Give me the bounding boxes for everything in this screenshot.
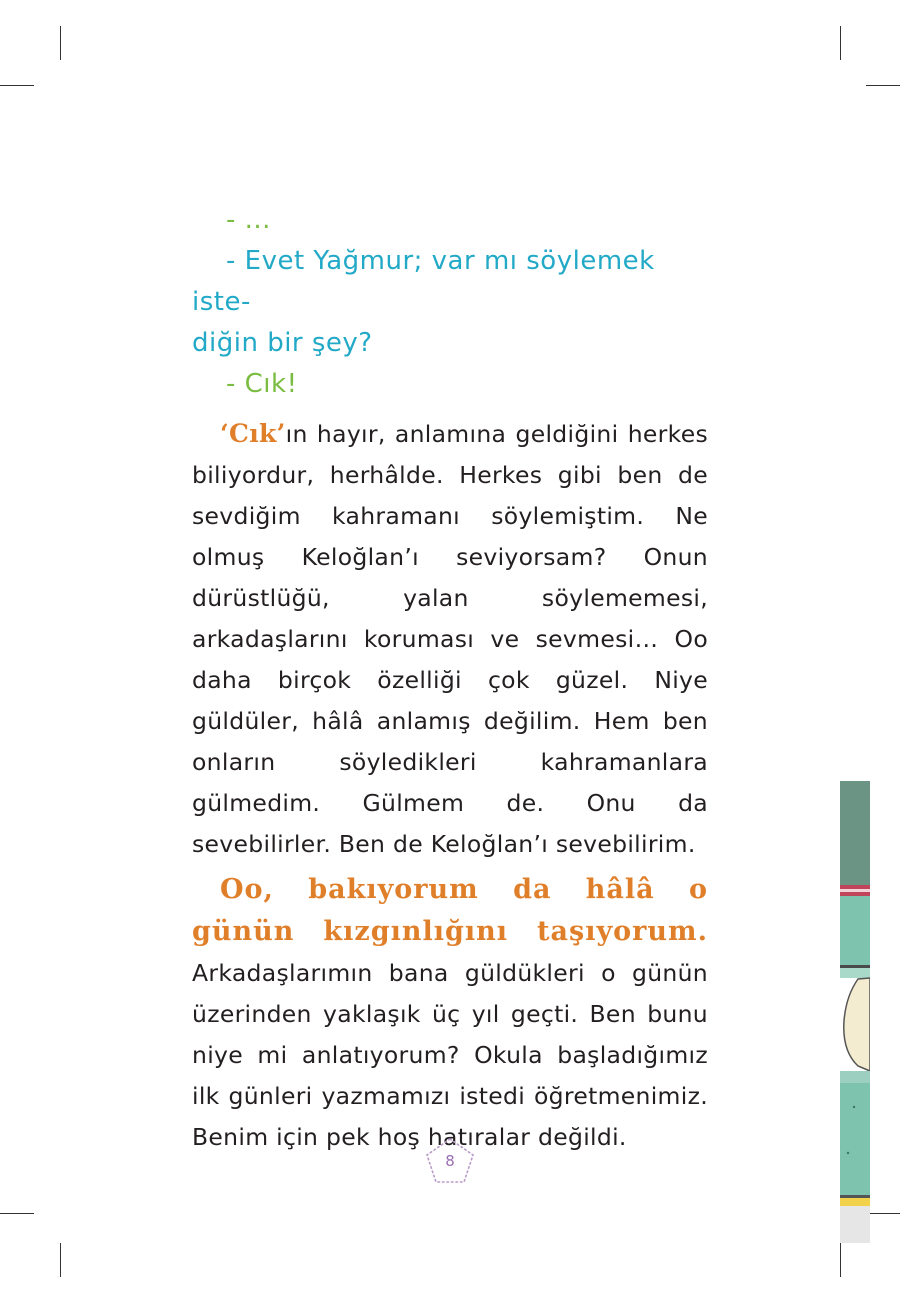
crop-mark [0,85,34,86]
dialogue-line-4: - Cık! [226,369,298,399]
crop-mark [60,1243,61,1277]
crop-mark [866,1213,900,1214]
dialogue-line-3: diğin bir şey? [192,328,373,358]
crop-mark [866,85,900,86]
paragraph-2-text: Arkadaşlarımın bana güldükleri o günün üzerinden yaklaşık üç yıl geçti. Ben bunu niye mi anlatıyorum? Okula başladığımız ilk günleri yazmamızı istedi öğretmenimiz. Benim için pek hoş hatıralar değildi. [192,959,708,1151]
page-body [192,200,708,1158]
page-number [424,1136,476,1186]
crop-mark [60,26,61,60]
crop-mark [840,26,841,60]
crop-mark [840,1243,841,1277]
highlight-sentence: Oo, bakıyorum da hâlâ o günün kızgınlığını taşıyorum. [192,874,708,947]
paragraph-1 [192,413,708,865]
page-number-text: 8 [445,1152,455,1170]
dialogue-line-1: - ... [226,205,271,235]
paragraph-2 [192,869,708,1158]
crop-mark [0,1213,34,1214]
highlight-cik: ‘Cık’ [220,419,286,448]
side-illustration [840,781,870,1243]
paragraph-1-text: ın hayır, anlamına geldiğini herkes biliyordur, herhâlde. Herkes gibi ben de sevdiğim kahramanı söylemiştim. Ne olmuş Keloğlan’ı seviyorsam? Onun dürüstlüğü, yalan söylememesi, arkadaşlarını koruması ve sevmesi… Oo daha birçok özelliği çok güzel. Niye güldüler, hâlâ anlamış değilim. Hem ben onların söyledikleri kahramanlara gülmedim. Gülmem de. Onu da sevebilirler. Ben de Keloğlan’ı sevebilirim. [192,420,708,858]
dialogue-line-2: - Evet Yağmur; var mı söylemek iste- [192,246,655,317]
